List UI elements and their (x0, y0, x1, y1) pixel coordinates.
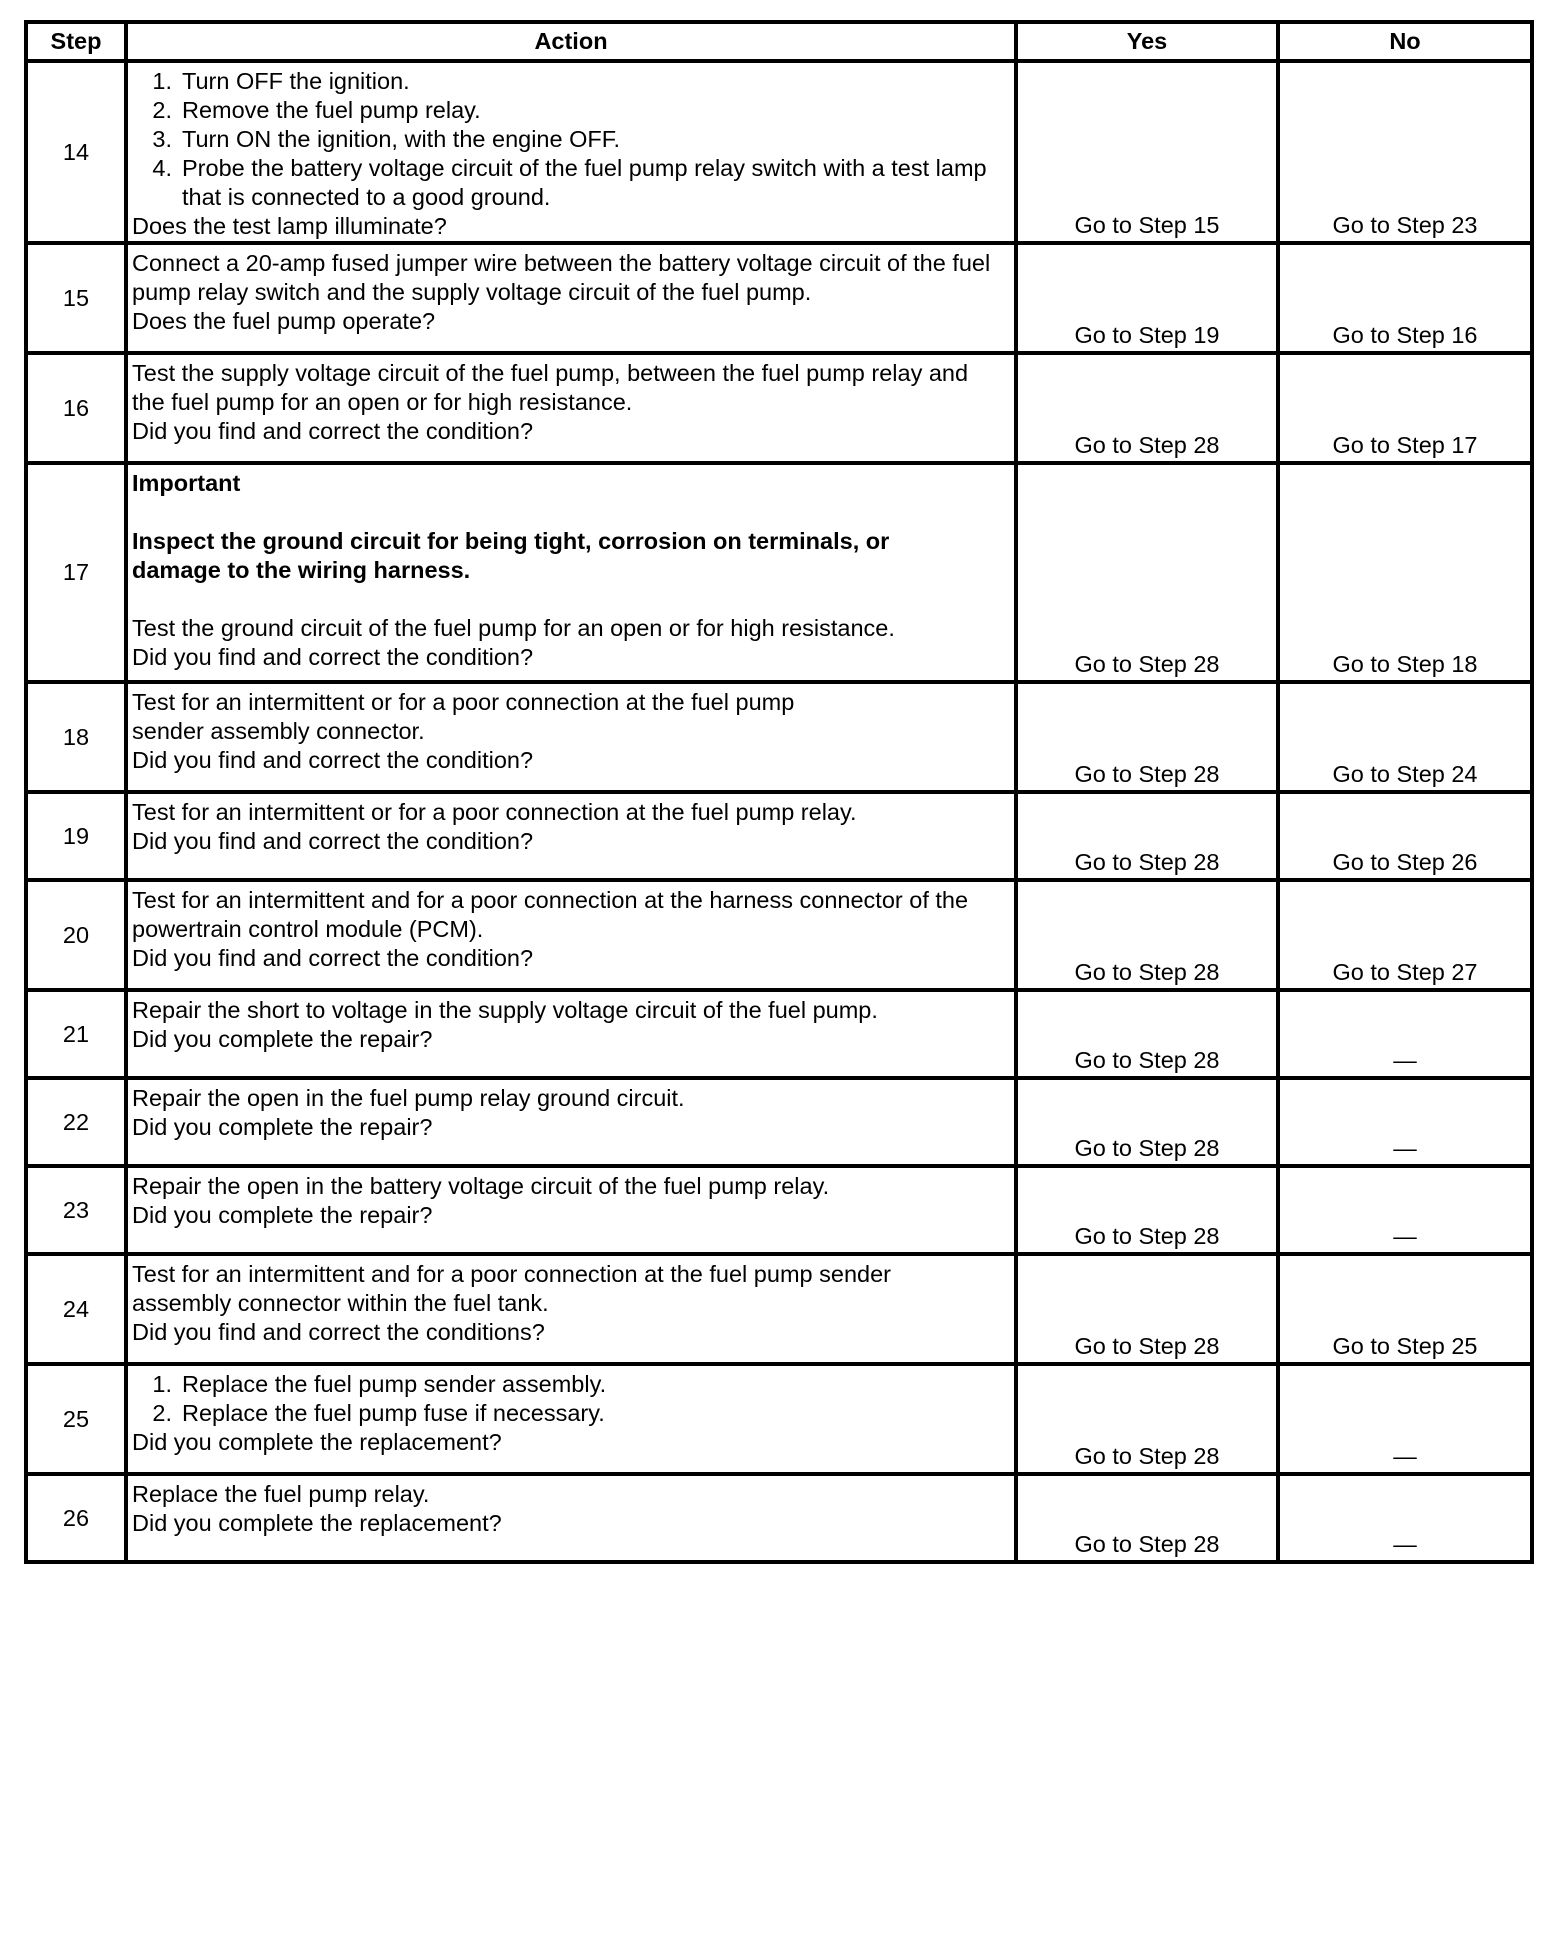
action-cell (126, 61, 1016, 243)
action-cell (126, 353, 1016, 463)
no-cell: Go to Step 23 (1278, 61, 1532, 243)
table-row (26, 353, 1532, 463)
yes-cell: Go to Step 28 (1016, 1166, 1278, 1254)
step-number: 17 (26, 463, 126, 682)
no-cell: — (1278, 1364, 1532, 1474)
table-row (26, 1166, 1532, 1254)
action-cell (126, 990, 1016, 1078)
list-item: 1. Turn OFF the ignition. (152, 68, 410, 94)
action-cell (126, 1254, 1016, 1364)
table-row (26, 880, 1532, 990)
important-note: Inspect the ground circuit for being tight, corrosion on terminals, or damage to the wiring harness. (132, 528, 890, 583)
action-question: Did you complete the replacement? (132, 1429, 502, 1455)
no-cell: Go to Step 27 (1278, 880, 1532, 990)
header-action: Action (126, 22, 1016, 61)
header-step: Step (26, 22, 126, 61)
yes-cell: Go to Step 28 (1016, 880, 1278, 990)
action-cell (126, 1078, 1016, 1166)
action-text: Repair the short to voltage in the supply voltage circuit of the fuel pump. (132, 997, 878, 1023)
table-row (26, 1474, 1532, 1562)
table-row (26, 61, 1532, 243)
action-text: Test for an intermittent and for a poor connection at the harness connector of the powertrain control module (PCM). (132, 887, 969, 942)
action-text: Test the supply voltage circuit of the fuel pump, between the fuel pump relay and the fuel pump for an open or for high resistance. (132, 360, 969, 415)
yes-cell: Go to Step 28 (1016, 682, 1278, 792)
list-item: 4. Probe the battery voltage circuit of the fuel pump relay switch with a test lamp that is connected to a good ground. (152, 155, 987, 210)
action-text: Test for an intermittent or for a poor connection at the fuel pump relay. (132, 799, 857, 825)
action-question: Did you find and correct the condition? (132, 418, 534, 444)
header-yes: Yes (1016, 22, 1278, 61)
step-number: 22 (26, 1078, 126, 1166)
list-item: 2. Replace the fuel pump fuse if necessary. (152, 1400, 605, 1426)
step-number: 18 (26, 682, 126, 792)
action-cell (126, 792, 1016, 880)
step-number: 15 (26, 243, 126, 353)
yes-cell: Go to Step 19 (1016, 243, 1278, 353)
no-cell: Go to Step 16 (1278, 243, 1532, 353)
header-no: No (1278, 22, 1532, 61)
step-number: 19 (26, 792, 126, 880)
action-question: Did you find and correct the condition? (132, 747, 534, 773)
yes-cell: Go to Step 28 (1016, 1078, 1278, 1166)
list-item: 2. Remove the fuel pump relay. (152, 97, 481, 123)
no-cell: — (1278, 1078, 1532, 1166)
yes-cell: Go to Step 15 (1016, 61, 1278, 243)
action-question: Did you find and correct the condition? (132, 644, 534, 670)
action-text: Test for an intermittent or for a poor connection at the fuel pump sender assembly connector. (132, 689, 795, 744)
step-number: 21 (26, 990, 126, 1078)
action-text: Repair the open in the battery voltage circuit of the fuel pump relay. (132, 1173, 830, 1199)
action-list (132, 67, 1011, 212)
no-cell: Go to Step 18 (1278, 463, 1532, 682)
no-cell: Go to Step 25 (1278, 1254, 1532, 1364)
yes-cell: Go to Step 28 (1016, 463, 1278, 682)
action-question: Did you complete the repair? (132, 1114, 433, 1140)
no-cell: Go to Step 24 (1278, 682, 1532, 792)
table-row (26, 1364, 1532, 1474)
header-row (26, 22, 1532, 61)
diagnostic-table-container (24, 20, 1530, 1564)
action-question: Did you find and correct the condition? (132, 945, 534, 971)
action-cell (126, 463, 1016, 682)
step-number: 20 (26, 880, 126, 990)
yes-cell: Go to Step 28 (1016, 353, 1278, 463)
action-cell (126, 243, 1016, 353)
table-row (26, 792, 1532, 880)
step-number: 14 (26, 61, 126, 243)
table-row (26, 463, 1532, 682)
no-cell: — (1278, 990, 1532, 1078)
step-number: 16 (26, 353, 126, 463)
action-text: Connect a 20-amp fused jumper wire between the battery voltage circuit of the fuel pump relay switch and the supply voltage circuit of the fuel pump. (132, 250, 991, 305)
table-row (26, 243, 1532, 353)
table-row (26, 1078, 1532, 1166)
action-text: Test the ground circuit of the fuel pump for an open or for high resistance. (132, 615, 895, 641)
diagnostic-table (24, 20, 1534, 1564)
action-cell (126, 1364, 1016, 1474)
no-cell: — (1278, 1474, 1532, 1562)
action-text: Repair the open in the fuel pump relay ground circuit. (132, 1085, 685, 1111)
table-row (26, 1254, 1532, 1364)
action-question: Did you find and correct the condition? (132, 828, 534, 854)
action-question: Did you find and correct the conditions? (132, 1319, 545, 1345)
action-question: Did you complete the repair? (132, 1202, 433, 1228)
action-cell (126, 1474, 1016, 1562)
yes-cell: Go to Step 28 (1016, 1364, 1278, 1474)
no-cell: — (1278, 1166, 1532, 1254)
no-cell: Go to Step 26 (1278, 792, 1532, 880)
action-cell (126, 1166, 1016, 1254)
step-number: 24 (26, 1254, 126, 1364)
step-number: 26 (26, 1474, 126, 1562)
yes-cell: Go to Step 28 (1016, 990, 1278, 1078)
yes-cell: Go to Step 28 (1016, 792, 1278, 880)
step-number: 25 (26, 1364, 126, 1474)
table-row (26, 682, 1532, 792)
yes-cell: Go to Step 28 (1016, 1474, 1278, 1562)
action-text: Test for an intermittent and for a poor connection at the fuel pump sender assembly connector within the fuel tank. (132, 1261, 891, 1316)
step-number: 23 (26, 1166, 126, 1254)
list-item: 1. Replace the fuel pump sender assembly. (152, 1371, 607, 1397)
action-question: Does the test lamp illuminate? (132, 213, 447, 239)
action-list (132, 1370, 1011, 1428)
action-text: Replace the fuel pump relay. (132, 1481, 430, 1507)
no-cell: Go to Step 17 (1278, 353, 1532, 463)
table-row (26, 990, 1532, 1078)
action-question: Did you complete the repair? (132, 1026, 433, 1052)
yes-cell: Go to Step 28 (1016, 1254, 1278, 1364)
action-cell (126, 880, 1016, 990)
action-cell (126, 682, 1016, 792)
list-item: 3. Turn ON the ignition, with the engine OFF. (152, 126, 621, 152)
action-question: Does the fuel pump operate? (132, 308, 436, 334)
important-label: Important (132, 470, 241, 496)
action-question: Did you complete the replacement? (132, 1510, 502, 1536)
